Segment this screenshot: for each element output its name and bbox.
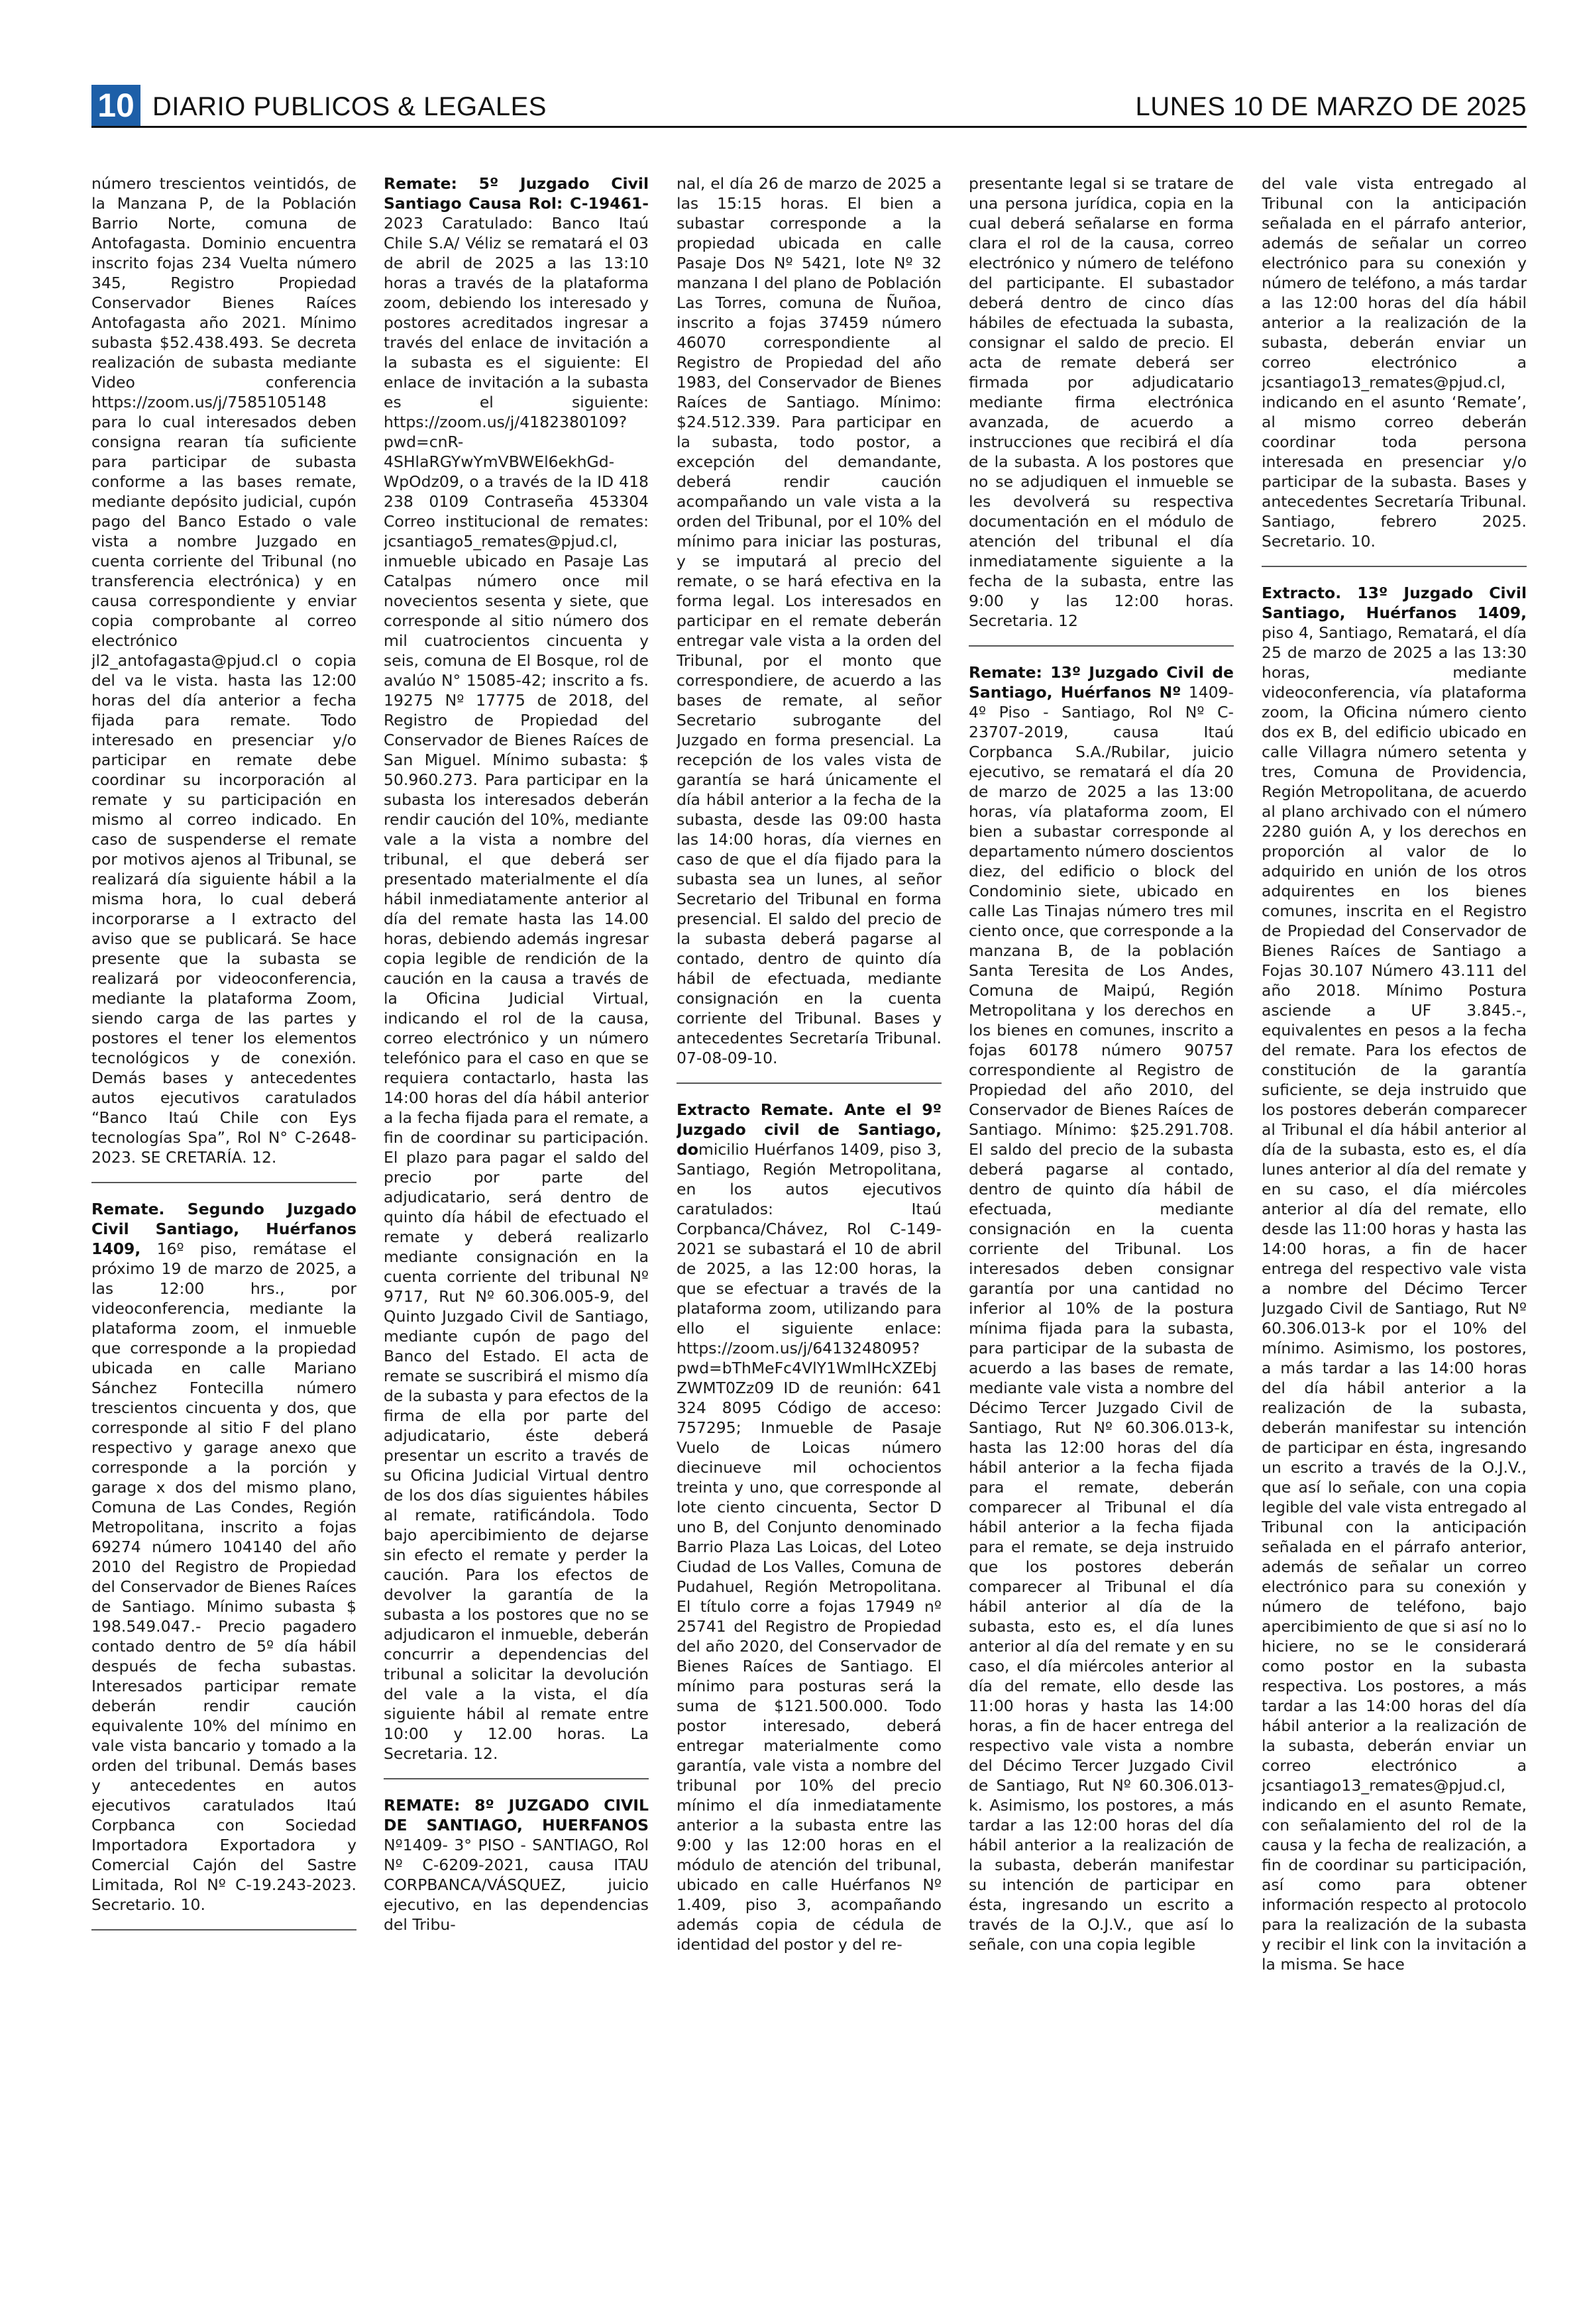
legal-notice	[1262, 174, 1527, 551]
notice-divider	[91, 1182, 356, 1183]
notice-columns	[91, 174, 1527, 2274]
legal-notice	[969, 662, 1234, 1954]
notice-body: del vale vista entregado al Tribunal con la anticipación señalada en el párrafo anterior, además de señalar un correo electrónico para su conexión y número de teléfono, a más tardar a las 12:00 horas del día hábil anterior a la realización de la subasta, deberán enviar un correo electrónico a jcsantiago13_remates@pjud.cl, indicando en el asunto ‘Remate’, al mismo correo deberán coordinar toda persona interesada en presenciar y/o participar de la subasta. Bases y antecedentes Secretaría Tribunal. Santiago, febrero 2025. Secretario. 10.	[1262, 174, 1527, 551]
notice-heading: Extracto Remate. Ante el 9º Juzgado civil de Santiago, do	[677, 1100, 942, 1159]
notice-body: 1409- 4º Piso - Santiago, Rol Nº C-23707-2019, causa Itaú Corpbanca S.A./Rubilar, juicio ejecutivo, se rematará el día 20 de marzo de 2025 a las 13:00 horas, vía plataforma zoom, El bien a subastar corresponde al departamento número doscientos diez, del edificio o block del Condominio siete, ubicado en calle Las Tinajas número tres mil ciento once, que corresponde a la manzana B, de la población Santa Teresita de Los Andes, Comuna de Maipú, Región Metropolitana y los derechos en los bienes en comunes, inscrito a fojas 60178 número 90757 correspondiente al Registro de Propiedad del año 2010, del Conservador de Bienes Raíces de Santiago. Mínimo: $25.291.708. El saldo del precio de la subasta deberá pagarse al contado, dentro de quinto día hábil de efectuada, mediante consignación en la cuenta corriente del Tribunal. Los interesados deben consignar garantía por una cantidad no inferior al 10% de la postura mínima fijada para la subasta, para participar de la subasta de acuerdo a las bases de remate, mediante vale vista a nombre del Décimo Tercer Juzgado Civil de Santiago, Rut Nº 60.306.013-k, hasta las 12:00 horas del día hábil anterior a la fecha fijada para el remate, deberán comparecer al Tribunal el día hábil anterior a la fecha fijada para el remate, se deja instruido que los postores deberán comparecer al Tribunal el día hábil anterior al día de la subasta, esto es, el día lunes anterior al día del remate y en su caso, el día miércoles anterior al día del remate, ello desde las 11:00 horas y hasta las 14:00 horas, a fin de hacer entrega del respectivo vale vista a nombre del Décimo Tercer Juzgado Civil de Santiago, Rut Nº 60.306.013-k. Asimismo, los postores, a más tardar a las 12:00 horas del día hábil anterior a la realización de la subasta, deberán manifestar su intención de participar en ésta, ingresando un escrito a través de la O.J.V., que así lo señale, con una copia legible	[969, 683, 1234, 1954]
page-header	[91, 85, 1527, 128]
notice-heading: REMATE: 8º JUZGADO CIVIL DE SANTIAGO, HUERFANOS	[384, 1796, 649, 1834]
legal-notice	[384, 1795, 649, 1934]
publication-title: DIARIO PUBLICOS & LEGALES	[152, 92, 547, 121]
notice-heading: Remate: 13º Juzgado Civil de Santiago, Huérfanos Nº	[969, 663, 1234, 702]
legal-notice	[91, 174, 356, 1167]
notice-body: piso 4, Santiago, Rematará, el día 25 de marzo de 2025 a las 13:30 horas, mediante videoconferencia, vía plataforma zoom, la Oficina número ciento dos ex B, del edificio ubicado en calle Villagra número setenta y tres, Comuna de Providencia, Región Metropolitana, de acuerdo al plano archivado con el número 2280 guión A, y los derechos en proporción al valor de lo adquirido en unión de los otros adquirentes en los bienes comunes, inscrita en el Registro de Propiedad del Conservador de Bienes Raíces de Santiago a Fojas 30.107 Número 43.111 del año 2018. Mínimo Postura asciende a UF 3.845.-, equivalentes en pesos a la fecha del remate. Para los efectos de constitución de la garantía suficiente, se deja instruido que los postores deberán comparecer al Tribunal el día hábil anterior al día de la subasta, esto es, el día lunes anterior al día del remate y en su caso, el día miércoles anterior al día del remate, ello desde las 11:00 horas y hasta las 14:00 horas, a fin de hacer entrega del respectivo vale vista a nombre del Décimo Tercer Juzgado Civil de Santiago, Rut Nº 60.306.013-k por el 10% del mínimo. Asimismo, los postores, a más tardar a las 14:00 horas del día hábil anterior a la realización de la subasta, deberán manifestar su intención de participar en ésta, ingresando un escrito a través de la O.J.V., que así lo señale, con una copia legible del vale vista entregado al Tribunal con la anticipación señalada en el párrafo anterior, además de señalar un correo electrónico para su conexión y número de teléfono, bajo apercibimiento de que si así no lo hiciere, no se le considerará como postor en la subasta respectiva. Los postores, a más tardar a las 14:00 horas del día hábil anterior a la realización de la subasta, deberán enviar un correo electrónico a jcsantiago13_remates@pjud.cl, indicando en el asunto Remate, con señalamiento del rol de la causa y la fecha de realización, a fin de coordinar su participación, así como para obtener información respecto al protocolo para la realización de la subasta y recibir el link con la invitación a la misma. Se hace	[1262, 623, 1527, 1974]
page-number: 10	[91, 85, 140, 126]
notice-body: presentante legal si se tratare de una persona jurídica, copia en la cual deberá señalarse en forma clara el rol de la causa, correo electrónico y número de teléfono del participante. El subastador deberá dentro de cinco días hábiles de efectuada la subasta, consignar el saldo de precio. El acta de remate deberá ser firmada por adjudicatario mediante firma electrónica avanzada, de acuerdo a instrucciones que recibirá el día de la subasta. A los postores que no se adjudiquen el inmueble se les devolverá su respectiva documentación en el módulo de atención del tribunal el día inmediatamente siguiente a la fecha de la subasta, entre las 9:00 y las 12:00 horas. Secretaria. 12	[969, 174, 1234, 630]
legal-notice	[677, 1100, 942, 1954]
notice-divider	[677, 1083, 942, 1084]
notice-body: Nº1409- 3° PISO - SANTIAGO, Rol Nº C-6209-2021, causa ITAU CORPBANCA/VÁSQUEZ, juicio ejecutivo, en las dependencias del Tribu-	[384, 1836, 649, 1934]
column-3	[677, 174, 942, 2274]
notice-heading: Extracto. 13º Juzgado Civil Santiago, Huérfanos 1409,	[1262, 584, 1527, 622]
notice-body: 16º piso, remátase el próximo 19 de marzo de 2025, a las 12:00 hrs., por videoconferencia, mediante la plataforma zoom, el inmueble que corresponde a la propiedad ubicada en calle Mariano Sánchez Fontecilla número trescientos cincuenta y dos, que corresponde al sitio F del plano respectivo y garage anexo que corresponde a la porción y garage x dos del mismo plano, Comuna de Las Condes, Región Metropolitana, inscrito a fojas 69274 número 104140 del año 2010 del Registro de Propiedad del Conservador de Bienes Raíces de Santiago. Mínimo subasta $ 198.549.047.- Precio pagadero contado dentro de 5º día hábil después de fecha subastas. Interesados participar remate deberán rendir caución equivalente 10% del mínimo en vale vista bancario y tomado a la orden del tribunal. Demás bases y antecedentes en autos ejecutivos caratulados Itaú Corpbanca con Sociedad Importadora Exportadora y Comercial Cajón del Sastre Limitada, Rol Nº C-19.243-2023. Secretario. 10.	[91, 1240, 356, 1914]
notice-divider	[1262, 566, 1527, 567]
legal-notice	[384, 174, 649, 1764]
column-4	[969, 174, 1234, 2274]
notice-heading: Remate. Segundo Juzgado Civil Santiago, Huérfanos 1409,	[91, 1200, 356, 1258]
notice-body: nal, el día 26 de marzo de 2025 a las 15:15 horas. El bien a subastar corresponde a la propiedad ubicada en calle Pasaje Dos Nº 5421, lote Nº 32 manzana I del plano de Población Las Torres, comuna de Ñuñoa, inscrito a fojas 37459 número 46070 correspondiente al Registro de Propiedad del año 1983, del Conservador de Bienes Raíces de Santiago. Mínimo: $24.512.339. Para participar en la subasta, todo postor, a excepción del demandante, deberá rendir caución acompañando un vale vista a la orden del Tribunal, por el 10% del mínimo para iniciar las posturas, y se imputará al precio del remate, o se hará efectiva en la forma legal. Los interesados en participar en el remate deberán entregar vale vista a la orden del Tribunal, por el monto que correspondiere, de acuerdo a las bases de remate, al señor Secretario subrogante del Juzgado en forma presencial. La recepción de los vales vista de garantía se hará únicamente el día hábil anterior a la fecha de la subasta, desde las 09:00 hasta las 14:00 horas, día viernes en caso de que el día fijado para la subasta sea un lunes, al señor Secretario del Tribunal en forma presencial. El saldo del precio de la subasta deberá pagarse al contado, dentro de quinto día hábil de efectuada, mediante consignación en la cuenta corriente del Tribunal. Bases y antecedentes Secretaría Tribunal. 07-08-09-10.	[677, 174, 942, 1067]
legal-notice	[1262, 583, 1527, 1974]
column-5	[1262, 174, 1527, 2274]
column-2	[384, 174, 649, 2274]
publication-date: LUNES 10 DE MARZO DE 2025	[1135, 92, 1527, 121]
legal-notice	[677, 174, 942, 1068]
legal-notice	[969, 174, 1234, 631]
notice-body: micilio Huérfanos 1409, piso 3, Santiago, Región Metropolitana, en los autos ejecutivos caratulados: Itaú Corpbanca/Chávez, Rol C-149-2021 se subastará el 10 de abril de 2025, a las 12:00 horas, la que se efectuar a través de la plataforma zoom, utilizando para ello el siguiente enlace: https://zoom.us/j/6413248095?pwd=bThMeFc4VlY1WmlHcXZEbjZWMT0Zz09 ID de reunión: 641 324 8095 Código de acceso: 757295; Inmueble de Pasaje Vuelo de Loicas número diecinueve mil ochocientos treinta y uno, que corresponde al lote ciento cincuenta, Sector D uno B, del Conjunto denominado Barrio Plaza Las Loicas, del Loteo Ciudad de Los Valles, Comuna de Pudahuel, Región Metropolitana. El título corre a fojas 17949 nº 25741 del Registro de Propiedad del año 2020, del Conservador de Bienes Raíces de Santiago. El mínimo para posturas será la suma de $121.500.000. Todo postor interesado, deberá entregar materialmente como garantía, vale vista a nombre del tribunal por 10% del precio mínimo el día inmediatamente anterior a la subasta entre las 9:00 y las 12:00 horas en el módulo de atención del tribunal, ubicado en calle Huérfanos Nº 1.409, piso 3, acompañando además copia de cédula de identidad del postor y del re-	[677, 1140, 942, 1954]
notice-divider	[91, 1929, 356, 1930]
notice-body: número trescientos veintidós, de la Manzana P, de la Población Barrio Norte, comuna de Antofagasta. Dominio encuentra inscrito fojas 234 Vuelta número 345, Registro Propiedad Conservador Bienes Raíces Antofagasta año 2021. Mínimo subasta $52.438.493. Se decreta realización de subasta mediante Video conferencia https://zoom.us/j/7585105148 para lo cual interesados deben consigna rearan tía suficiente para participar de subasta conforme a las bases remate, mediante depósito judicial, cupón pago del Banco Estado o vale vista a nombre Juzgado en cuenta corriente del Tribunal (no transferencia electrónica) y en causa correspondiente y enviar copia comprobante al correo electrónico jl2_antofagasta@pjud.cl o copia del va le vista. hasta las 12:00 horas del día anterior a fecha fijada para remate. Todo interesado en presenciar y/o participar en remate debe coordinar su incorporación al remate y su participación en mismo al correo indicado. En caso de suspenderse el remate por motivos ajenos al Tribunal, se realizará día siguiente hábil a la misma hora, lo cual deberá incorporarse a I extracto del aviso que se publicará. Se hace presente que la subasta se realizará por videoconferencia, mediante la plataforma Zoom, siendo carga de las partes y postores el tener los elementos tecnológicos y de conexión. Demás bases y antecedentes autos ejecutivos caratulados “Banco Itaú Chile con Eys tecnologías Spa”, Rol N° C-2648-2023. SE CRETARÍA. 12.	[91, 174, 356, 1167]
notice-divider	[969, 645, 1234, 647]
notice-divider	[384, 1778, 649, 1779]
notice-heading: Remate: 5º Juzgado Civil Santiago Causa Rol: C-19461-	[384, 174, 649, 213]
notice-body: 2023 Caratulado: Banco Itaú Chile S.A/ Véliz se rematará el 03 de abril de 2025 a las 13:10 horas a través de la plataforma zoom, debiendo los interesado y postores acreditados ingresar a través del enlace de invitación a la subasta es el siguiente: El enlace de invitación a la subasta es el siguiente: https://zoom.us/j/4182380109?pwd=cnR-4SHlaRGYwYmVBWEl6ekhGd-WpOdz09, o a través de la ID 418 238 0109 Contraseña 453304 Correo institucional de remates: jcsantiago5_remates@pjud.cl, inmueble ubicado en Pasaje Las Catalpas número once mil novecientos sesenta y siete, que corresponde al sitio número dos mil cuatrocientos cincuenta y seis, comuna de El Bosque, rol de avalúo N° 15085-42; inscrito a fs. 19275 Nº 17775 de 2018, del Registro de Propiedad del Conservador de Bienes Raíces de San Miguel. Mínimo subasta: $ 50.960.273. Para participar en la subasta los interesados deberán rendir caución del 10%, mediante vale a la vista a nombre del tribunal, el que deberá ser presentado materialmente el día hábil inmediatamente anterior al día del remate hasta las 14.00 horas, debiendo además ingresar copia legible de rendición de la caución en la causa a través de la Oficina Judicial Virtual, indicando el rol de la causa, correo electrónico y un número telefónico para el caso en que se requiera contactarlo, hasta las 14:00 horas del día hábil anterior a la fecha fijada para el remate, a fin de coordinar su participación. El plazo para pagar el saldo del precio por parte del adjudicatario, será dentro de quinto día hábil de efectuado el remate y deberá realizarlo mediante consignación en la cuenta corriente del tribunal Nº 9717, Rut Nº 60.306.005-9, del Quinto Juzgado Civil de Santiago, mediante cupón de pago del Banco del Estado. El acta de remate se suscribirá el mismo día de la subasta y para efectos de la firma de ella por parte del adjudicatario, éste deberá presentar un escrito a través de su Oficina Judicial Virtual dentro de los dos días siguientes hábiles al remate, ratificándola. Todo bajo apercibimiento de dejarse sin efecto el remate y perder la caución. Para los efectos de devolver la garantía de la subasta a los postores que no se adjudicaron el inmueble, deberán concurrir a dependencias del tribunal a solicitar la devolución del vale a la vista, el día siguiente hábil al remate entre 10:00 y 12.00 horas. La Secretaria. 12.	[384, 214, 649, 1763]
column-1	[91, 174, 356, 2274]
legal-notice	[91, 1199, 356, 1915]
